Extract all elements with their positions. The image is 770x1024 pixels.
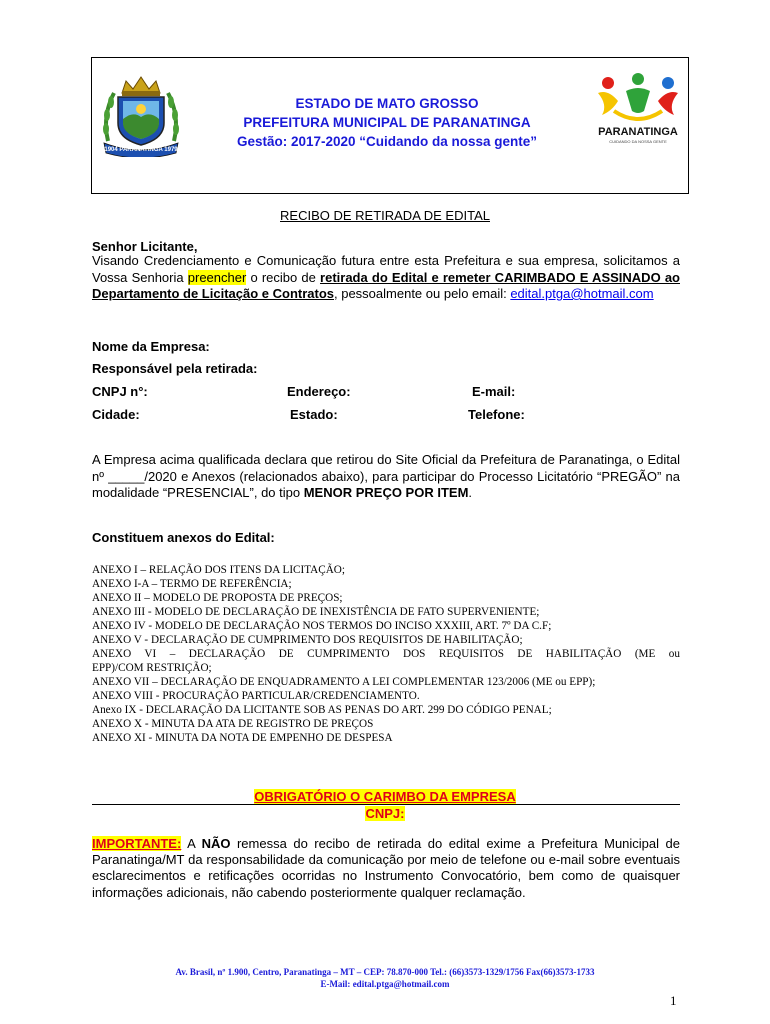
anexo-item: ANEXO X - MINUTA DA ATA DE REGISTRO DE PREÇOS [92, 718, 374, 730]
municipal-coat-of-arms-logo [98, 71, 184, 157]
anexo-item: ANEXO VIII - PROCURAÇÃO PARTICULAR/CREDENCIAMENTO. [92, 690, 420, 702]
anexo-item: ANEXO VI – DECLARAÇÃO DE CUMPRIMENTO DOS REQUISITOS DE HABILITAÇÃO (ME ou [92, 648, 680, 660]
anexos-list [92, 563, 680, 745]
fields-row-2 [92, 407, 680, 423]
field-endereco: Endereço: [287, 384, 351, 399]
field-estado: Estado: [290, 407, 338, 422]
declaration-paragraph [92, 452, 680, 502]
important-text-b: remessa do recibo de retirada do edital exime a Prefeitura Municipal de Paranatinga/MT da responsabilidade da comunicação por meio de telefone ou e-mail sobre eventuais esclarecimentos e retificações ocorridas no Instrumento Convocatório, bem como de quaisquer informações adicionais, não cabendo posteriormente qualquer reclamação. [92, 836, 680, 900]
anexo-item: ANEXO I – RELAÇÃO DOS ITENS DA LICITAÇÃO; [92, 564, 345, 576]
anexo-item: EPP)/COM RESTRIÇÃO; [92, 662, 212, 674]
intro-email-link[interactable]: edital.ptga@hotmail.com [510, 286, 654, 301]
page-number: 1 [670, 993, 677, 1008]
stamp-divider [92, 804, 680, 805]
declaration-tipo: MENOR PREÇO POR ITEM [303, 485, 469, 500]
footer-address: Av. Brasil, nº 1.900, Centro, Paranatinga – MT – CEP: 78.870-000 Tel.: (66)3573-1329/1756 Fax(66)3573-1733 [175, 967, 595, 977]
intro-bold-instruction: retirada do Edital e remeter CARIMBADO E ASSINADO ao Departamento de Licitação e Contratos [92, 269, 680, 301]
header-box [91, 57, 689, 194]
important-label: IMPORTANTE: [92, 836, 182, 851]
intro-text-b: o recibo de [246, 269, 321, 285]
anexos-title: Constituem anexos do Edital: [92, 530, 275, 545]
paranatinga-brand-logo [592, 71, 684, 151]
document-title: RECIBO DE RETIRADA DE EDITAL [280, 208, 490, 223]
intro-text-c: , pessoalmente ou pelo email: [334, 286, 511, 301]
header-gestao: Gestão: 2017-2020 “Cuidando da nossa gente” [236, 134, 538, 149]
declaration-text: A Empresa acima qualificada declara que retirou do Site Oficial da Prefeitura de Paranatinga, o Edital nº _____/2020 e Anexos (relacionados abaixo), para participar do Processo Licitatório “PREGÃO” na modalidade “PRESENCIAL”, do tipo [92, 452, 680, 500]
important-nao: NÃO [201, 836, 231, 851]
salutation-text: Senhor Licitante, [92, 239, 198, 254]
intro-paragraph [92, 253, 680, 303]
anexo-item: ANEXO V - DECLARAÇÃO DE CUMPRIMENTO DOS REQUISITOS DE HABILITAÇÃO; [92, 634, 523, 646]
header-state: ESTADO DE MATO GROSSO [295, 96, 479, 111]
important-paragraph [92, 836, 680, 901]
seal-ribbon-text: 1904 PARANATINGA 1979 [104, 147, 178, 153]
header-prefeitura: PREFEITURA MUNICIPAL DE PARANATINGA [243, 115, 531, 130]
anexo-item: ANEXO III - MODELO DE DECLARAÇÃO DE INEXISTÊNCIA DE FATO SUPERVENIENTE; [92, 606, 540, 618]
field-cidade: Cidade: [92, 407, 140, 422]
cnpj-stamp-label: CNPJ: [365, 806, 405, 821]
stamp-notice [0, 789, 770, 805]
field-nome-empresa: Nome da Empresa: [92, 339, 210, 354]
field-email: E-mail: [472, 384, 516, 399]
brand-logo-name: PARANATINGA [598, 126, 678, 138]
footer-email-label: E-Mail: [320, 979, 353, 989]
anexo-item: Anexo IX - DECLARAÇÃO DA LICITANTE SOB AS PENAS DO ART. 299 DO CÓDIGO PENAL; [92, 704, 552, 716]
fields-row-1 [92, 384, 680, 400]
footer-email-link[interactable]: edital.ptga@hotmail.com [352, 979, 450, 989]
intro-text-a: Visando Credenciamento e Comunicação futura entre esta Prefeitura e sua empresa, solicitamos a Vossa Senhoria [92, 253, 680, 285]
field-responsavel: Responsável pela retirada: [92, 361, 258, 376]
anexo-item: ANEXO VII – DECLARAÇÃO DE ENQUADRAMENTO A LEI COMPLEMENTAR 123/2006 (ME ou EPP); [92, 676, 596, 688]
important-text-a: A [181, 836, 202, 851]
anexo-item: ANEXO II – MODELO DE PROPOSTA DE PREÇOS; [92, 592, 343, 604]
stamp-required-text: OBRIGATÓRIO O CARIMBO DA EMPRESA [254, 789, 516, 804]
anexo-item: ANEXO XI - MINUTA DA NOTA DE EMPENHO DE DESPESA [92, 732, 393, 744]
declaration-end: . [468, 485, 473, 500]
field-telefone: Telefone: [468, 407, 525, 422]
footer [0, 966, 770, 990]
anexo-item: ANEXO IV - MODELO DE DECLARAÇÃO NOS TERMOS DO INCISO XXXIII, ART. 7º DA C.F; [92, 620, 552, 632]
header-text [202, 94, 572, 151]
field-cnpj: CNPJ n°: [92, 384, 148, 399]
footer-email-line [0, 978, 770, 990]
cnpj-stamp-label-row [0, 806, 770, 822]
anexo-item: ANEXO I-A – TERMO DE REFERÊNCIA; [92, 578, 292, 590]
intro-highlight-preencher: preencher [187, 269, 247, 285]
brand-logo-tagline: CUIDANDO DA NOSSA GENTE [609, 139, 667, 144]
